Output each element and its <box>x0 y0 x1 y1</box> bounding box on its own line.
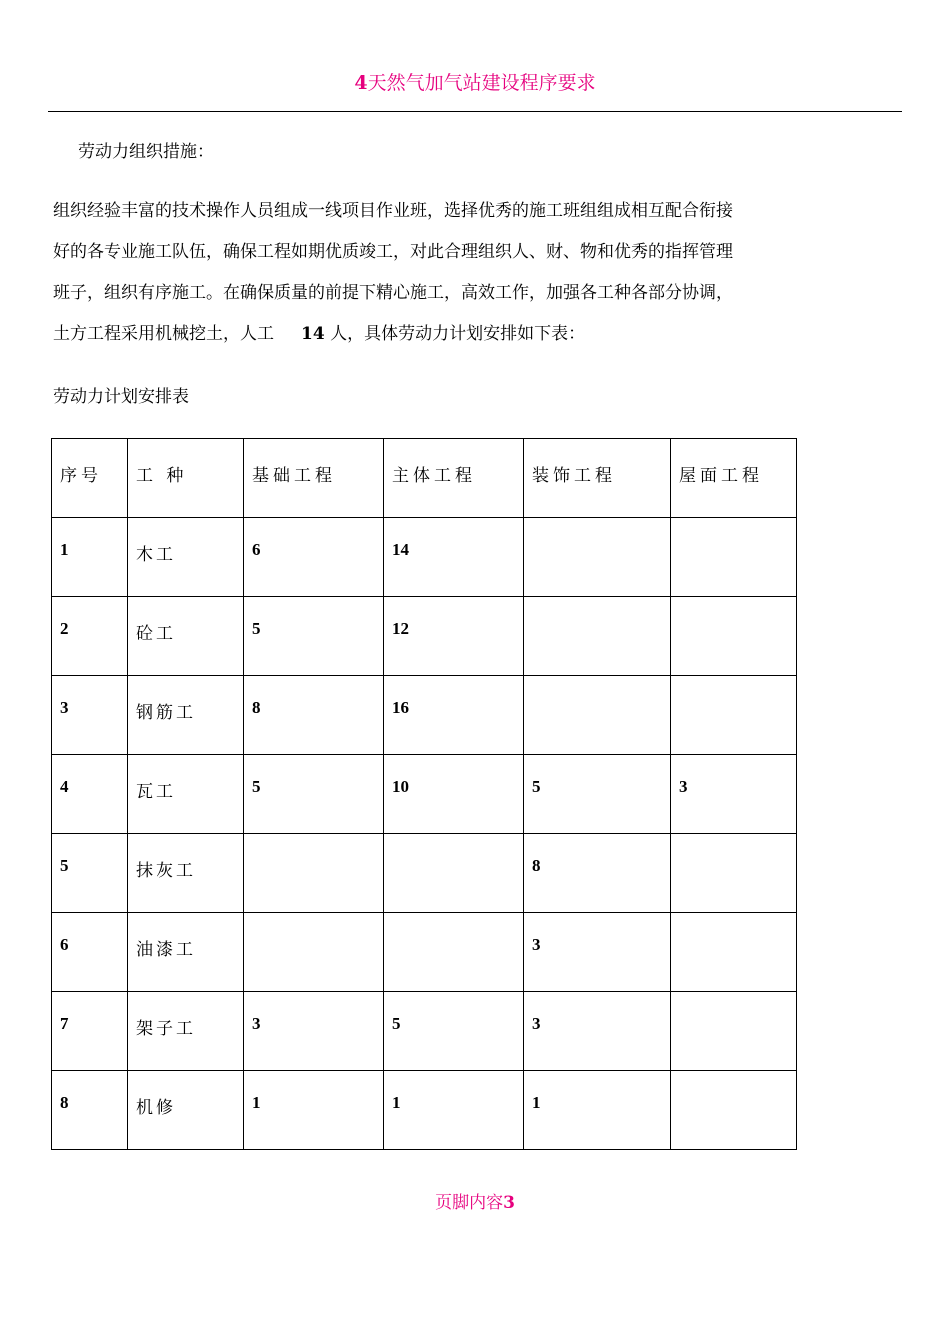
cell-roofing <box>671 913 797 992</box>
cell-decoration: 1 <box>524 1071 671 1150</box>
cell-roofing <box>671 597 797 676</box>
cell-main-structure: 10 <box>384 755 524 834</box>
cell-foundation: 5 <box>244 597 384 676</box>
header-cell-decoration: 装饰工程 <box>524 439 671 518</box>
table-caption: 劳动力计划安排表 <box>53 387 189 407</box>
cell-roofing <box>671 518 797 597</box>
table-row <box>52 597 797 676</box>
cell-trade: 木工 <box>128 518 244 597</box>
title-text: 天然气加气站建设程序要求 <box>367 72 596 94</box>
cell-trade: 钢筋工 <box>128 676 244 755</box>
cell-main-structure <box>384 913 524 992</box>
cell-trade: 机修 <box>128 1071 244 1150</box>
cell-decoration <box>524 676 671 755</box>
cell-trade: 油漆工 <box>128 913 244 992</box>
cell-index: 2 <box>52 597 128 676</box>
table-header-row <box>52 439 797 518</box>
cell-index: 6 <box>52 913 128 992</box>
cell-roofing <box>671 992 797 1071</box>
footer-text: 页脚内容 <box>435 1193 504 1213</box>
cell-decoration <box>524 518 671 597</box>
labor-plan-table <box>51 438 797 1150</box>
cell-trade: 架子工 <box>128 992 244 1071</box>
cell-foundation: 8 <box>244 676 384 755</box>
cell-roofing <box>671 1071 797 1150</box>
cell-foundation: 3 <box>244 992 384 1071</box>
cell-decoration: 3 <box>524 992 671 1071</box>
header-cell-trade: 工 种 <box>128 439 244 518</box>
cell-roofing <box>671 676 797 755</box>
table-row <box>52 518 797 597</box>
cell-main-structure: 16 <box>384 676 524 755</box>
cell-main-structure: 12 <box>384 597 524 676</box>
table-row <box>52 992 797 1071</box>
cell-foundation: 5 <box>244 755 384 834</box>
header-cell-foundation: 基础工程 <box>244 439 384 518</box>
cell-index: 1 <box>52 518 128 597</box>
table-row <box>52 676 797 755</box>
table-row <box>52 834 797 913</box>
cell-index: 7 <box>52 992 128 1071</box>
cell-foundation <box>244 834 384 913</box>
page-number: 3 <box>503 1193 515 1213</box>
body-line-2: 好的各专业施工队伍，确保工程如期优质竣工，对此合理组织人、财、物和优秀的指挥管理 <box>53 242 733 262</box>
body-line-4-end: 人，具体劳动力计划安排如下表： <box>330 324 586 344</box>
cell-main-structure: 5 <box>384 992 524 1071</box>
cell-decoration: 5 <box>524 755 671 834</box>
body-line-4-start: 土方工程采用机械挖土，人工 <box>53 324 274 344</box>
cell-decoration <box>524 597 671 676</box>
cell-main-structure <box>384 834 524 913</box>
cell-index: 3 <box>52 676 128 755</box>
cell-decoration: 8 <box>524 834 671 913</box>
page-footer <box>0 1188 950 1213</box>
header-cell-main-structure: 主体工程 <box>384 439 524 518</box>
cell-foundation: 1 <box>244 1071 384 1150</box>
cell-roofing <box>671 834 797 913</box>
cell-trade: 抹灰工 <box>128 834 244 913</box>
body-line-1: 组织经验丰富的技术操作人员组成一线项目作业班，选择优秀的施工班组组成相互配合衔接 <box>53 201 733 221</box>
cell-foundation <box>244 913 384 992</box>
cell-trade: 砼工 <box>128 597 244 676</box>
cell-index: 5 <box>52 834 128 913</box>
table-row <box>52 755 797 834</box>
header-cell-index: 序号 <box>52 439 128 518</box>
body-line-4 <box>53 314 843 355</box>
cell-trade: 瓦工 <box>128 755 244 834</box>
table-row <box>52 913 797 992</box>
cell-main-structure: 1 <box>384 1071 524 1150</box>
worker-count: 14 <box>301 324 325 344</box>
cell-main-structure: 14 <box>384 518 524 597</box>
header-cell-roofing: 屋面工程 <box>671 439 797 518</box>
cell-index: 4 <box>52 755 128 834</box>
body-line-3: 班子，组织有序施工。在确保质量的前提下精心施工，高效工作，加强各工种各部分协调， <box>53 283 733 303</box>
document-title <box>0 68 950 95</box>
section-label: 劳动力组织措施： <box>78 142 214 162</box>
header-divider <box>48 111 902 112</box>
cell-index: 8 <box>52 1071 128 1150</box>
table-row <box>52 1071 797 1150</box>
title-number: 4 <box>354 72 368 94</box>
cell-roofing: 3 <box>671 755 797 834</box>
cell-foundation: 6 <box>244 518 384 597</box>
cell-decoration: 3 <box>524 913 671 992</box>
body-paragraph <box>53 191 843 355</box>
